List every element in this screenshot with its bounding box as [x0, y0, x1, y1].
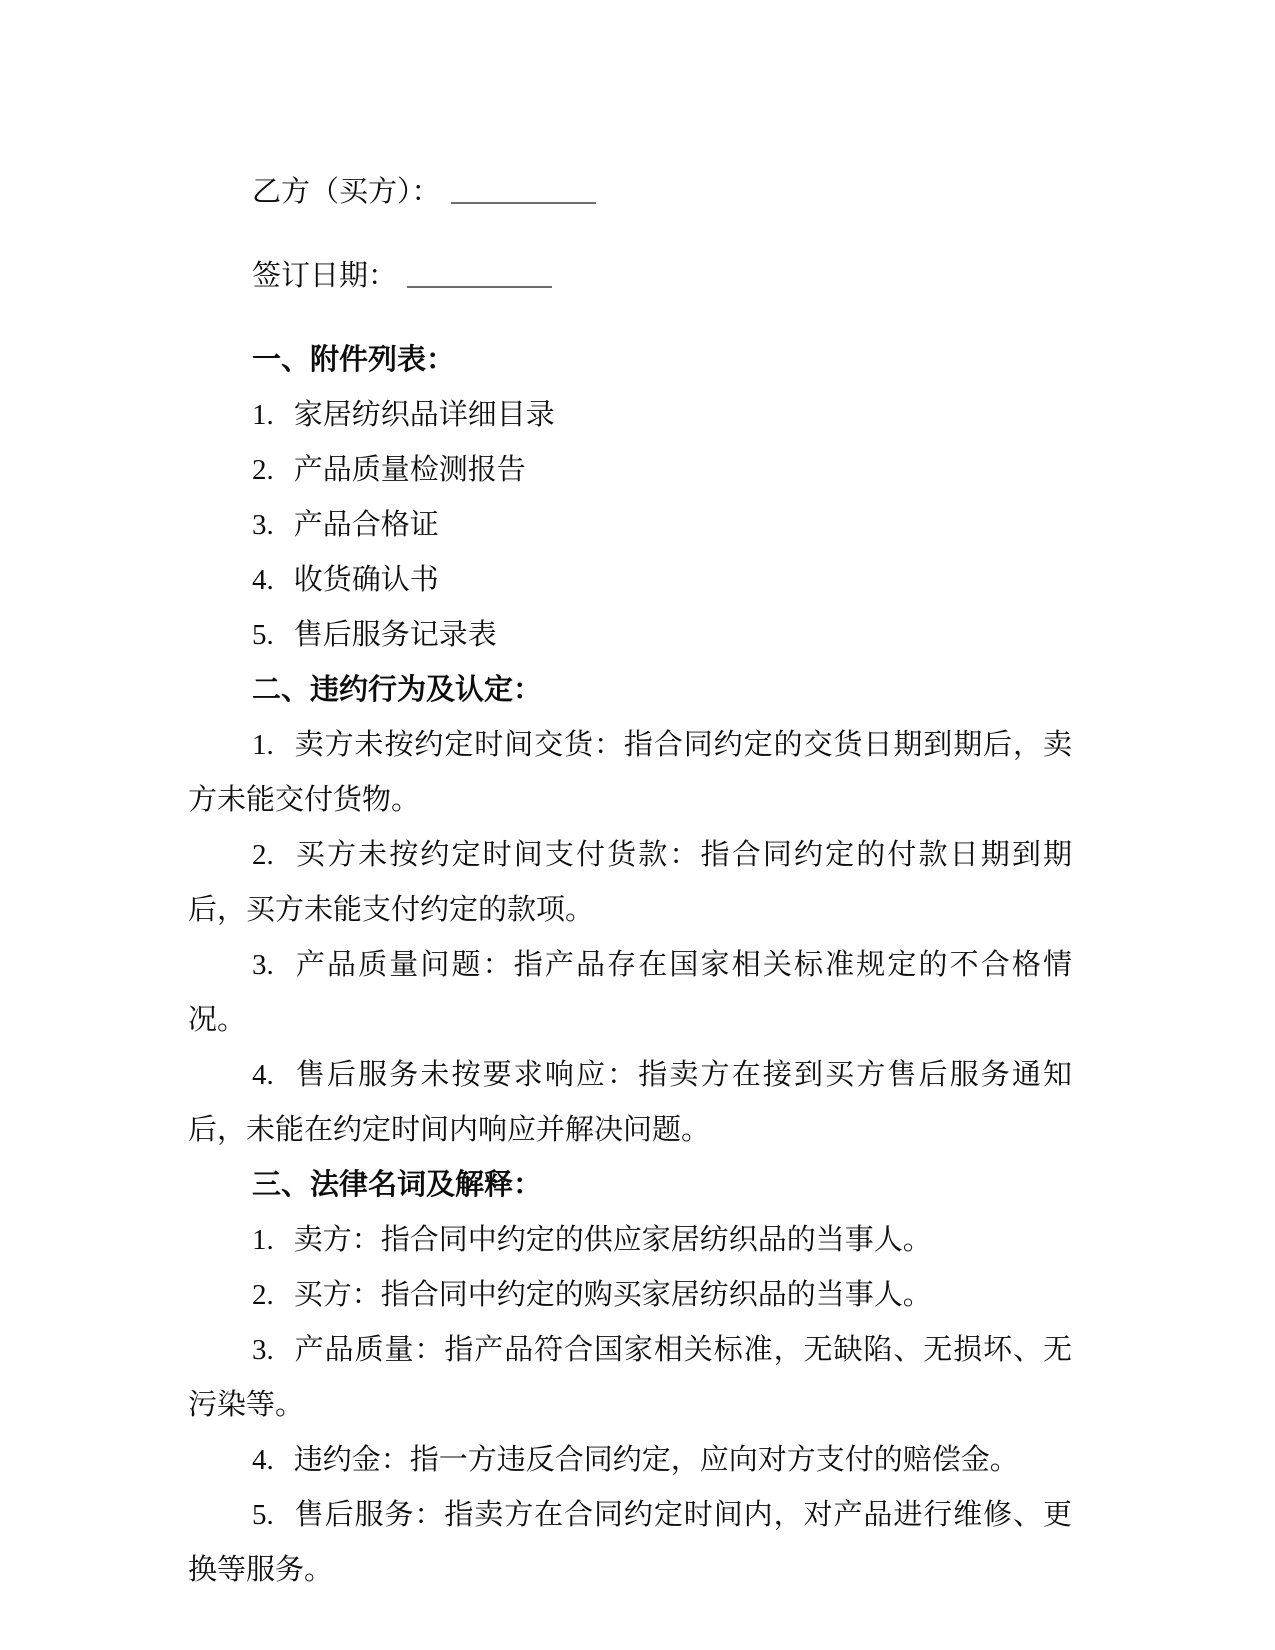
list-item — [188, 718, 1072, 828]
sign-date-label: 签订日期： — [252, 260, 398, 292]
item-text: 产品质量：指产品符合国家相关标准，无缺陷、无损坏、无污染等。 — [188, 1334, 1072, 1421]
section-2-heading: 二、违约行为及认定： — [252, 674, 543, 706]
list-item — [188, 608, 1072, 663]
item-number: 2. — [252, 1279, 274, 1311]
item-number: 4. — [252, 564, 274, 596]
item-text: 家居纺织品详细目录 — [293, 399, 555, 431]
party-b-field — [188, 165, 1072, 220]
item-number: 4. — [252, 1059, 274, 1091]
list-item — [188, 443, 1072, 498]
list-item — [188, 828, 1072, 938]
list-item — [188, 938, 1072, 1048]
item-number: 3. — [252, 1334, 274, 1366]
list-item — [188, 388, 1072, 443]
item-text: 产品质量问题：指产品存在国家相关标准规定的不合格情况。 — [188, 949, 1072, 1036]
item-text: 卖方未按约定时间交货：指合同约定的交货日期到期后，卖方未能交付货物。 — [188, 729, 1072, 816]
item-number: 5. — [252, 1499, 274, 1531]
party-b-blank-line — [451, 200, 596, 204]
party-b-label: 乙方（买方）： — [252, 176, 441, 208]
item-number: 3. — [252, 509, 274, 541]
item-text: 售后服务记录表 — [293, 619, 497, 651]
item-number: 2. — [252, 839, 274, 871]
item-text: 买方：指合同中约定的购买家居纺织品的当事人。 — [293, 1279, 932, 1311]
sign-date-blank-line — [407, 284, 552, 288]
item-text: 买方未按约定时间支付货款：指合同约定的付款日期到期后，买方未能支付约定的款项。 — [188, 839, 1072, 926]
item-number: 3. — [252, 949, 274, 981]
item-text: 收货确认书 — [293, 564, 439, 596]
item-text: 产品质量检测报告 — [293, 454, 526, 486]
item-text: 卖方：指合同中约定的供应家居纺织品的当事人。 — [293, 1224, 932, 1256]
list-item — [188, 553, 1072, 608]
document-content — [188, 136, 1072, 1598]
item-text: 产品合格证 — [293, 509, 439, 541]
list-item — [188, 1213, 1072, 1268]
item-number: 1. — [252, 399, 274, 431]
item-number: 5. — [252, 619, 274, 651]
list-item — [188, 1323, 1072, 1433]
sign-date-field — [188, 249, 1072, 304]
item-number: 1. — [252, 729, 274, 761]
list-item — [188, 1268, 1072, 1323]
item-text: 售后服务：指卖方在合同约定时间内，对产品进行维修、更换等服务。 — [188, 1499, 1072, 1586]
list-item — [188, 498, 1072, 553]
item-text: 违约金：指一方违反合同约定，应向对方支付的赔偿金。 — [293, 1444, 1019, 1476]
item-text: 售后服务未按要求响应：指卖方在接到买方售后服务通知后，未能在约定时间内响应并解决问题。 — [188, 1059, 1072, 1146]
item-number: 1. — [252, 1224, 274, 1256]
list-item — [188, 1488, 1072, 1598]
section-1-heading: 一、附件列表： — [252, 344, 456, 376]
item-number: 2. — [252, 454, 274, 486]
list-item — [188, 1048, 1072, 1158]
section-3-heading: 三、法律名词及解释： — [252, 1169, 543, 1201]
item-number: 4. — [252, 1444, 274, 1476]
list-item — [188, 1433, 1072, 1488]
